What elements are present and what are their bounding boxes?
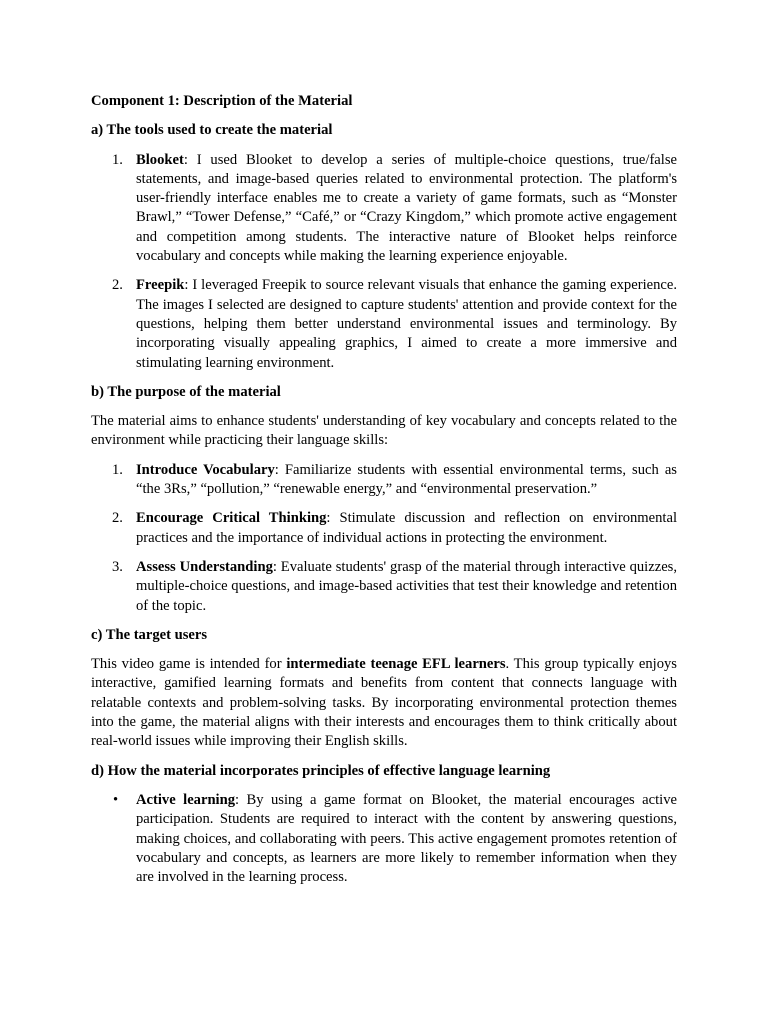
section-a-heading: a) The tools used to create the material [91, 122, 333, 139]
list-item [91, 276, 677, 372]
bullet-marker: • [113, 791, 119, 808]
component-title: Component 1: Description of the Material [91, 93, 353, 109]
item-text: : I used Blooket to develop a series of multiple-choice questions, true/false statements, and image-based queries related to environmental protection. The platform's user-friendly interface enables me to create a variety of game formats, such as “Monster Brawl,” “Tower Defense,” “Café,” or “Crazy Kingdom,” which promote active engagement and competition among students. The interactive nature of Blooket helps reinforce vocabulary and concepts while making the learning experience enjoyable. [136, 151, 677, 265]
item-text: : Evaluate students' grasp of the material through interactive quizzes, multiple-choice questions, and image-based activities that test their knowledge and retention of the topic. [136, 558, 677, 614]
section-c-paragraph [91, 655, 677, 751]
para-text: . This group typically enjoys interactive, gamified learning formats and benefits from content that connects language with relatable contexts and problem-solving tasks. By incorporating environmental protection themes into the game, the material aligns with their interests and encourages them to think critically about real-world issues while improving their English skills. [91, 656, 677, 750]
target-users-term: intermediate teenage EFL learners [286, 656, 506, 673]
item-text: : Stimulate discussion and reflection on environmental practices and the importance of individual actions in protecting the environment. [136, 510, 677, 546]
section-b-heading: b) The purpose of the material [91, 383, 281, 400]
para-text: This video game is intended for [91, 656, 287, 673]
item-term: Active learning [136, 791, 236, 808]
list-item [91, 461, 677, 500]
item-term: Freepik [136, 277, 185, 294]
item-text: : I leveraged Freepik to source relevant visuals that enhance the gaming experience. The images I selected are designed to capture students' attention and provide context for the questions, helping them better understand environmental issues and terminology. By incorporating visually appealing graphics, I aimed to create a more immersive and stimulating learning environment. [136, 277, 677, 371]
purpose-list [91, 461, 677, 616]
list-marker: 2. [112, 510, 123, 527]
list-item [91, 791, 677, 887]
principles-list [91, 791, 677, 887]
list-marker: 3. [112, 558, 123, 575]
list-marker: 2. [112, 277, 123, 294]
list-item [91, 558, 677, 616]
item-text: : By using a game format on Blooket, the material encourages active participation. Students are required to interact with the content by answering questions, making choices, and collaborating with peers. This active engagement promotes retention of vocabulary and concepts, as learners are more likely to remember information when they are involved in the learning process. [136, 791, 677, 886]
list-marker: 1. [112, 151, 123, 168]
tools-list [91, 151, 677, 373]
section-d-heading: d) How the material incorporates principles of effective language learning [91, 762, 551, 779]
item-term: Introduce Vocabulary [136, 461, 275, 478]
section-c-heading: c) The target users [91, 626, 208, 643]
section-b-intro: The material aims to enhance students' understanding of key vocabulary and concepts related to the environment while practicing their language skills: [91, 413, 677, 449]
list-marker: 1. [112, 461, 123, 478]
item-text: : Familiarize students with essential environmental terms, such as “the 3Rs,” “pollution,” “renewable energy,” and “environmental preservation.” [136, 461, 677, 498]
item-term: Encourage Critical Thinking [136, 510, 327, 527]
list-item [91, 509, 677, 548]
item-term: Assess Understanding [136, 558, 273, 575]
item-term: Blooket [136, 151, 184, 168]
list-item [91, 151, 677, 267]
